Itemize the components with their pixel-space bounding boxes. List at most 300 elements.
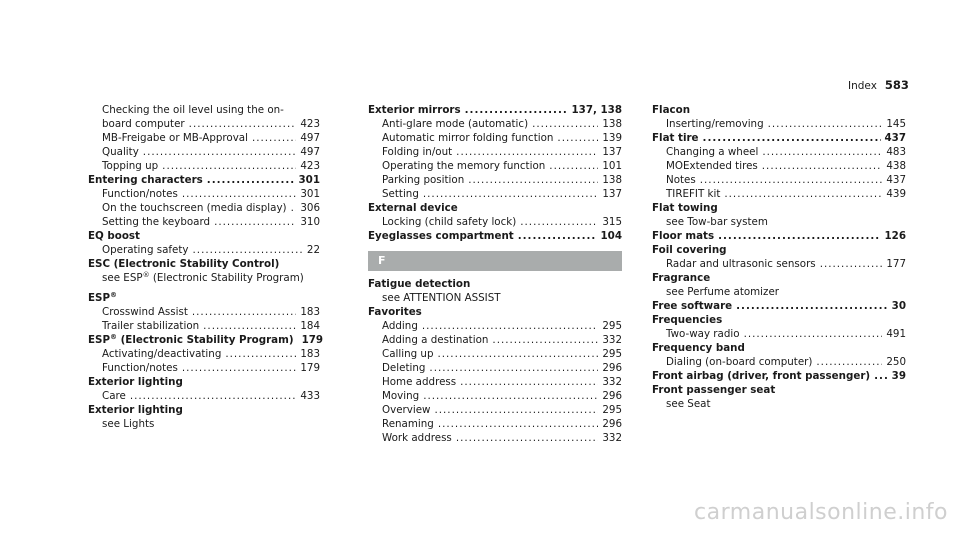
dot-leader	[468, 173, 598, 187]
page-reference: 301	[298, 174, 320, 186]
entry-label	[666, 257, 816, 271]
index-subentry	[88, 215, 320, 229]
page-reference: 184	[300, 320, 320, 332]
dot-leader	[207, 173, 295, 187]
entry-label	[102, 417, 154, 431]
page-reference: 497	[300, 132, 320, 144]
entry-label	[652, 383, 775, 397]
registered-mark: ®	[142, 271, 150, 279]
index-column-2	[368, 103, 622, 445]
dot-leader	[429, 361, 598, 375]
entry-label	[102, 117, 185, 131]
entry-label	[652, 341, 745, 355]
index-column-3	[652, 103, 906, 411]
running-head	[848, 78, 909, 92]
entry-text: Overview	[382, 404, 431, 416]
entry-text: Frequency band	[652, 342, 745, 354]
dot-leader	[162, 159, 296, 173]
page-reference: 183	[300, 306, 320, 318]
entry-text: Floor mats	[652, 230, 715, 242]
entry-text: ESP	[88, 292, 110, 304]
entry-label	[652, 313, 722, 327]
entry-label	[666, 355, 812, 369]
entry-text: Frequencies	[652, 314, 723, 326]
index-subentry	[368, 215, 622, 229]
index-entry	[652, 299, 906, 313]
entry-text: Renaming	[382, 418, 434, 430]
dot-leader	[423, 187, 598, 201]
index-subentry	[368, 375, 622, 389]
page-reference: 138	[602, 174, 622, 186]
entry-text: Flat towing	[652, 202, 718, 214]
index-subentry	[88, 131, 320, 145]
entry-text: Dialing (on-board computer)	[666, 356, 813, 368]
index-subentry	[368, 333, 622, 347]
entry-label	[102, 145, 139, 159]
page-reference: 315	[602, 216, 622, 228]
index-subentry	[368, 361, 622, 375]
page-reference: 179	[300, 362, 320, 374]
page-reference: 30	[891, 300, 906, 312]
page-reference: 296	[602, 362, 622, 374]
dot-leader	[438, 417, 599, 431]
dot-leader	[549, 159, 598, 173]
registered-mark: ®	[110, 333, 117, 341]
dot-leader	[820, 257, 883, 271]
dot-leader	[130, 389, 297, 403]
index-entry	[652, 341, 906, 355]
entry-label	[102, 319, 199, 333]
page-reference: 39	[891, 370, 906, 382]
entry-text: board computer	[102, 118, 185, 130]
entry-label	[88, 333, 294, 347]
dot-leader	[762, 159, 883, 173]
index-label: Index	[848, 80, 877, 92]
index-subentry	[368, 159, 622, 173]
entry-label	[102, 201, 287, 215]
index-subentry	[652, 285, 906, 299]
dot-leader	[182, 361, 297, 375]
section-letter-f: F	[368, 251, 622, 271]
entry-label	[382, 159, 545, 173]
index-entry	[88, 229, 320, 243]
index-subentry	[368, 347, 622, 361]
entry-label	[652, 131, 699, 145]
dot-leader	[557, 131, 598, 145]
dot-leader	[456, 145, 598, 159]
index-subentry	[652, 145, 906, 159]
page-reference: 437	[886, 174, 906, 186]
entry-label	[102, 215, 210, 229]
entry-text: Function/notes	[102, 188, 178, 200]
entry-text: Crosswind Assist	[102, 306, 188, 318]
dot-leader	[182, 187, 297, 201]
page-reference: 332	[602, 334, 622, 346]
index-subentry	[652, 173, 906, 187]
dot-leader	[203, 319, 296, 333]
index-subentry	[368, 389, 622, 403]
entry-label	[382, 187, 419, 201]
entry-text: Calling up	[382, 348, 434, 360]
page-reference: 137	[602, 188, 622, 200]
dot-leader	[193, 243, 303, 257]
entry-label	[382, 145, 452, 159]
dot-leader	[762, 145, 882, 159]
index-subentry	[652, 327, 906, 341]
entry-text: Checking the oil level using the on-	[102, 104, 284, 116]
page-reference: 126	[884, 230, 906, 242]
entry-label	[652, 243, 727, 257]
entry-label	[88, 257, 279, 271]
page-reference: 137, 138	[571, 104, 622, 116]
dot-leader	[736, 299, 888, 313]
entry-text: Parking position	[382, 174, 465, 186]
entry-text: see ATTENTION ASSIST	[382, 292, 501, 304]
entry-label	[666, 215, 768, 229]
dot-leader	[214, 215, 296, 229]
entry-label	[666, 117, 764, 131]
entry-label	[652, 271, 710, 285]
entry-label	[382, 347, 433, 361]
entry-text: Operating safety	[102, 244, 189, 256]
entry-text: Care	[102, 390, 126, 402]
entry-label	[652, 369, 870, 383]
entry-text: Setting	[382, 188, 419, 200]
dot-leader	[724, 187, 882, 201]
entry-label	[652, 201, 718, 215]
index-entry	[652, 131, 906, 145]
index-subentry	[88, 187, 320, 201]
entry-text: MOExtended tires	[666, 160, 758, 172]
entry-text: see ESP	[102, 272, 143, 284]
entry-label	[368, 201, 458, 215]
entry-text: Foil covering	[652, 244, 727, 256]
page-reference: 306	[300, 202, 320, 214]
entry-label	[368, 229, 514, 243]
page-reference: 491	[886, 328, 906, 340]
index-group-f	[368, 277, 622, 445]
entry-text: Locking (child safety lock)	[382, 216, 517, 228]
dot-leader	[465, 103, 568, 117]
entry-text: Inserting/removing	[666, 118, 764, 130]
entry-text: Entering characters	[88, 174, 203, 186]
entry-text: Moving	[382, 390, 420, 402]
index-subentry	[652, 187, 906, 201]
index-subentry	[368, 431, 622, 445]
index-entry	[88, 375, 320, 389]
page-reference: 145	[886, 118, 906, 130]
entry-text: Anti-glare mode (automatic)	[382, 118, 529, 130]
entry-label	[102, 159, 158, 173]
entry-label	[652, 229, 714, 243]
index-entry	[652, 383, 906, 397]
entry-text: Radar and ultrasonic sensors	[666, 258, 816, 270]
entry-label	[88, 403, 183, 417]
index-subentry	[652, 397, 906, 411]
page-reference: 295	[602, 348, 622, 360]
entry-text: see Perfume atomizer	[666, 286, 780, 298]
entry-text: Folding in/out	[382, 146, 453, 158]
entry-text: Flacon	[652, 104, 691, 116]
index-subentry	[88, 347, 320, 361]
page-reference: 332	[602, 432, 622, 444]
entry-label	[382, 117, 528, 131]
index-entry	[652, 229, 906, 243]
entry-label	[88, 173, 203, 187]
entry-label	[652, 103, 690, 117]
entry-label	[368, 305, 422, 319]
page-reference: 332	[602, 376, 622, 388]
dot-leader	[189, 117, 297, 131]
index-subentry	[368, 145, 622, 159]
dot-leader	[703, 131, 881, 145]
entry-text: Deleting	[382, 362, 426, 374]
entry-label	[382, 431, 452, 445]
dot-leader	[437, 347, 598, 361]
index-subentry	[88, 117, 320, 131]
page-reference: 139	[602, 132, 622, 144]
entry-label	[666, 159, 758, 173]
dot-leader	[532, 117, 598, 131]
index-subentry	[88, 389, 320, 403]
entry-text: see Lights	[102, 418, 155, 430]
dot-leader	[456, 431, 599, 445]
dot-leader	[700, 173, 883, 187]
page-reference: 250	[886, 356, 906, 368]
entry-text: Quality	[102, 146, 139, 158]
entry-text: Changing a wheel	[666, 146, 759, 158]
entry-label	[102, 271, 304, 285]
registered-mark: ®	[110, 291, 117, 299]
entry-text: Front passenger seat	[652, 384, 776, 396]
index-subentry	[368, 319, 622, 333]
entry-text: Home address	[382, 376, 457, 388]
entry-text: Exterior lighting	[88, 376, 183, 388]
entry-label	[666, 145, 758, 159]
entry-text: Function/notes	[102, 362, 178, 374]
index-entry	[88, 403, 320, 417]
dot-leader	[291, 201, 297, 215]
entry-text: Fatigue detection	[368, 278, 471, 290]
entry-label	[102, 389, 126, 403]
index-subentry	[88, 305, 320, 319]
index-entry	[88, 173, 320, 187]
dot-leader	[225, 347, 296, 361]
watermark: carmanualsonline.info	[694, 500, 948, 525]
dot-leader	[718, 229, 880, 243]
dot-leader	[744, 327, 883, 341]
entry-text: Activating/deactivating	[102, 348, 222, 360]
entry-text: Exterior mirrors	[368, 104, 461, 116]
index-entry	[88, 291, 320, 305]
index-entry	[368, 229, 622, 243]
page-reference: 437	[884, 132, 906, 144]
entry-text: Adding a destination	[382, 334, 489, 346]
entry-label	[102, 361, 178, 375]
entry-text: see Seat	[666, 398, 711, 410]
page-reference: 497	[300, 146, 320, 158]
index-subentry	[368, 173, 622, 187]
index-entry	[652, 271, 906, 285]
index-entry	[368, 305, 622, 319]
entry-label	[382, 215, 516, 229]
dot-leader	[518, 229, 597, 243]
entry-text: Flat tire	[652, 132, 699, 144]
entry-label	[88, 291, 117, 305]
page-reference: 295	[602, 320, 622, 332]
entry-text: EQ boost	[88, 230, 140, 242]
entry-text: Front airbag (driver, front passenger)	[652, 370, 871, 382]
entry-label	[102, 305, 188, 319]
entry-text: Exterior lighting	[88, 404, 183, 416]
entry-label	[666, 327, 740, 341]
entry-label	[102, 103, 284, 117]
page-reference: 423	[300, 160, 320, 172]
page-reference: 439	[886, 188, 906, 200]
page-reference: 137	[602, 146, 622, 158]
entry-label	[102, 347, 221, 361]
entry-label	[666, 397, 711, 411]
entry-text: TIREFIT kit	[666, 188, 721, 200]
page-reference: 438	[886, 160, 906, 172]
entry-label	[102, 131, 248, 145]
entry-text: MB-Freigabe or MB-Approval	[102, 132, 248, 144]
index-subentry	[88, 271, 320, 285]
index-subentry	[368, 131, 622, 145]
index-subentry	[652, 215, 906, 229]
entry-text: Notes	[666, 174, 696, 186]
entry-label	[382, 375, 456, 389]
dot-leader	[768, 117, 883, 131]
entry-text: On the touchscreen (media display)	[102, 202, 287, 214]
index-entry	[368, 277, 622, 291]
dot-leader	[252, 131, 296, 145]
page-reference: 295	[602, 404, 622, 416]
index-subentry	[368, 187, 622, 201]
dot-leader	[422, 319, 598, 333]
entry-label	[382, 389, 419, 403]
index-entry	[368, 201, 622, 215]
entry-text: Operating the memory function	[382, 160, 546, 172]
entry-text: Two-way radio	[666, 328, 740, 340]
entry-text: Trailer stabilization	[102, 320, 200, 332]
page-reference: 296	[602, 390, 622, 402]
dot-leader	[460, 375, 598, 389]
dot-leader	[492, 333, 598, 347]
entry-label	[382, 173, 464, 187]
entry-text: see Tow-bar system	[666, 216, 768, 228]
page-reference: 301	[300, 188, 320, 200]
entry-text: Eyeglasses compartment	[368, 230, 514, 242]
index-subentry	[652, 355, 906, 369]
index-entry	[652, 243, 906, 257]
entry-label	[382, 403, 430, 417]
index-subentry	[368, 403, 622, 417]
entry-text: Automatic mirror folding function	[382, 132, 554, 144]
index-column-1	[88, 103, 324, 431]
entry-label	[666, 187, 720, 201]
index-subentry	[368, 117, 622, 131]
index-subentry	[88, 243, 320, 257]
dot-leader	[434, 403, 598, 417]
page-reference: 423	[300, 118, 320, 130]
entry-text: Setting the keyboard	[102, 216, 211, 228]
dot-leader	[423, 389, 598, 403]
entry-label	[382, 333, 488, 347]
page-reference: 483	[886, 146, 906, 158]
entry-label	[382, 361, 425, 375]
index-group-e-cont	[368, 103, 622, 243]
index-entry	[88, 333, 324, 347]
page-reference: 104	[600, 230, 622, 242]
entry-text-rest: (Electronic Stability Program)	[149, 272, 304, 284]
entry-label	[666, 285, 779, 299]
entry-text: Topping up	[102, 160, 159, 172]
index-entry	[652, 103, 906, 117]
page-reference: 179	[301, 334, 324, 346]
entry-text-rest: (Electronic Stability Program)	[117, 334, 294, 346]
index-subentry	[368, 291, 622, 305]
index-entry	[652, 313, 906, 327]
entry-label	[88, 375, 183, 389]
entry-text: Free software	[652, 300, 733, 312]
page-reference: 22	[306, 244, 320, 256]
entry-label	[102, 243, 189, 257]
index-subentry	[652, 257, 906, 271]
page-reference: 310	[300, 216, 320, 228]
entry-label	[382, 131, 553, 145]
index-subentry	[88, 417, 320, 431]
page-reference: 183	[300, 348, 320, 360]
dot-leader	[816, 355, 882, 369]
entry-label	[666, 173, 696, 187]
page-reference: 433	[300, 390, 320, 402]
dot-leader	[192, 305, 296, 319]
index-subentry	[88, 159, 320, 173]
index-subentry	[88, 145, 320, 159]
dot-leader	[874, 369, 888, 383]
entry-text: ESC (Electronic Stability Control)	[88, 258, 280, 270]
entry-text: Favorites	[368, 306, 422, 318]
dot-leader	[520, 215, 598, 229]
page-reference: 138	[602, 118, 622, 130]
entry-label	[88, 229, 140, 243]
page-reference: 101	[602, 160, 622, 172]
entry-text: Adding	[382, 320, 418, 332]
entry-label	[382, 291, 501, 305]
index-subentry	[88, 201, 320, 215]
dot-leader	[143, 145, 297, 159]
index-subentry	[88, 319, 320, 333]
index-subentry	[88, 361, 320, 375]
index-subentry	[368, 417, 622, 431]
index-entry	[88, 257, 320, 271]
entry-label	[368, 103, 461, 117]
index-entry	[652, 201, 906, 215]
entry-label	[382, 319, 418, 333]
entry-label	[652, 299, 732, 313]
index-entry	[652, 369, 906, 383]
entry-label	[368, 277, 470, 291]
index-subentry	[652, 117, 906, 131]
entry-text: Work address	[382, 432, 452, 444]
entry-text: External device	[368, 202, 458, 214]
entry-text: ESP	[88, 334, 110, 346]
index-entry	[368, 103, 622, 117]
entry-label	[102, 187, 178, 201]
page-number: 583	[884, 78, 909, 92]
page-reference: 296	[602, 418, 622, 430]
